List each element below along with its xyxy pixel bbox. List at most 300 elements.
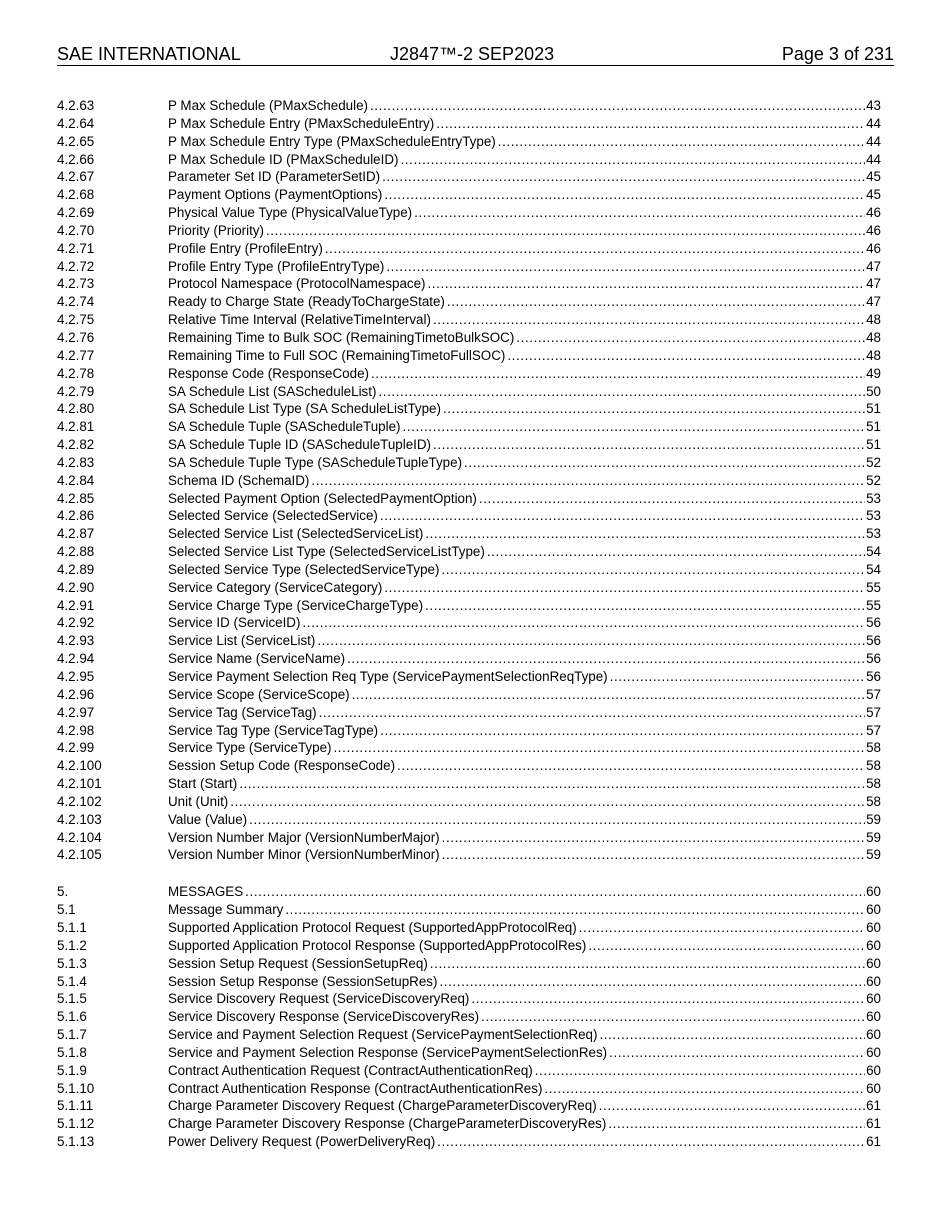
toc-entry[interactable] [57, 561, 881, 579]
toc-entry-line [168, 258, 881, 276]
toc-entry-title: SA Schedule Tuple Type (SAScheduleTupleType) [168, 454, 463, 470]
toc-entry-page: 46 [866, 222, 881, 238]
toc-entry-number: 4.2.80 [57, 401, 95, 417]
toc-entry-number: 5.1.10 [57, 1080, 95, 1096]
toc-entry[interactable] [57, 704, 881, 722]
toc-entry[interactable] [57, 990, 881, 1008]
toc-entry[interactable] [57, 1026, 881, 1044]
toc-dot-leader [599, 1097, 865, 1115]
toc-entry[interactable] [57, 329, 881, 347]
toc-entry-page: 58 [866, 793, 881, 809]
toc-dot-leader [371, 365, 865, 383]
toc-entry-title: Relative Time Interval (RelativeTimeInterval) [168, 312, 431, 328]
toc-entry[interactable] [57, 347, 881, 365]
toc-entry-number: 4.2.70 [57, 222, 95, 238]
toc-entry-title: Value (Value) [168, 811, 248, 827]
toc-entry-title: Physical Value Type (PhysicalValueType) [168, 205, 413, 221]
toc-entry-number: 4.2.103 [57, 811, 102, 827]
toc-entry-page: 49 [866, 365, 881, 381]
toc-entry-title: Contract Authentication Request (ContractAuthenticationReq) [168, 1062, 533, 1078]
toc-dot-leader [397, 757, 865, 775]
toc-entry-title: Start (Start) [168, 776, 238, 792]
toc-entry-page: 60 [866, 973, 881, 989]
toc-dot-leader [249, 811, 865, 829]
toc-dot-leader [386, 258, 865, 276]
toc-entry-page: 51 [866, 419, 881, 435]
toc-entry-line [168, 883, 881, 901]
toc-entry-line [168, 650, 881, 668]
toc-entry[interactable] [57, 97, 881, 115]
toc-dot-leader [579, 919, 865, 937]
toc-entry[interactable] [57, 650, 881, 668]
toc-entry-title: Service Scope (ServiceScope) [168, 686, 350, 702]
toc-entry-line [168, 543, 881, 561]
toc-entry-line [168, 311, 881, 329]
toc-entry-page: 56 [866, 633, 881, 649]
toc-entry[interactable] [57, 739, 881, 757]
toc-entry-page: 59 [866, 847, 881, 863]
toc-entry[interactable] [57, 775, 881, 793]
toc-entry-line [168, 704, 881, 722]
toc-dot-leader [447, 293, 865, 311]
toc-entry[interactable] [57, 472, 881, 490]
toc-entry-number: 4.2.87 [57, 526, 95, 542]
toc-entry-line [168, 204, 881, 222]
toc-entry-number: 4.2.95 [57, 669, 95, 684]
toc-entry-page: 60 [866, 884, 881, 900]
toc-entry-title: Profile Entry Type (ProfileEntryType) [168, 258, 385, 274]
toc-entry-page: 60 [866, 1044, 881, 1060]
toc-entry-line [168, 472, 881, 490]
toc-entry-page: 48 [866, 312, 881, 328]
toc-entry-title: Service Category (ServiceCategory) [168, 579, 383, 595]
toc-entry-line [168, 454, 881, 472]
toc-entry-line [168, 115, 881, 133]
toc-entry-number: 4.2.82 [57, 437, 95, 453]
toc-entry-page: 61 [866, 1134, 881, 1150]
toc-entry-page: 59 [866, 829, 881, 845]
toc-dot-leader [437, 1133, 865, 1151]
toc-entry-title: Ready to Charge State (ReadyToChargeState) [168, 294, 445, 310]
toc-entry-title: Service Name (ServiceName) [168, 651, 346, 667]
toc-entry-title: Session Setup Request (SessionSetupReq) [168, 955, 428, 971]
toc-entry[interactable] [57, 293, 881, 311]
toc-entry-number: 4.2.85 [57, 490, 95, 506]
toc-entry-title: Response Code (ResponseCode) [168, 365, 369, 381]
toc-entry[interactable] [57, 490, 881, 508]
toc-entry[interactable] [57, 919, 881, 937]
toc-entry-title: Version Number Major (VersionNumberMajor) [168, 829, 440, 845]
toc-entry-line [168, 973, 881, 991]
toc-entry-line [168, 490, 881, 508]
toc-entry-line [168, 365, 881, 383]
toc-entry-page: 55 [866, 579, 881, 595]
toc-entry-page: 44 [866, 151, 881, 167]
toc-entry-page: 60 [866, 1080, 881, 1096]
toc-entry-page: 53 [866, 526, 881, 542]
toc-entry[interactable] [57, 973, 881, 991]
toc-dot-leader [608, 1115, 865, 1133]
toc-entry[interactable] [57, 1133, 881, 1151]
toc-entry-title: P Max Schedule Entry Type (PMaxScheduleEntryType) [168, 133, 496, 149]
toc-entry-page: 61 [866, 1098, 881, 1114]
toc-entry[interactable] [57, 811, 881, 829]
toc-entry-number: 4.2.68 [57, 187, 95, 203]
toc-dot-leader [609, 1044, 865, 1062]
toc-entry-line [168, 793, 881, 811]
toc-entry-page: 57 [866, 704, 881, 720]
toc-dot-leader [425, 597, 865, 615]
toc-entry-line [168, 293, 881, 311]
toc-entry[interactable] [57, 525, 881, 543]
toc-entry[interactable] [57, 579, 881, 597]
toc-entry-number: 4.2.86 [57, 508, 95, 524]
toc-entry-title: Supported Application Protocol Response (SupportedAppProtocolRes) [168, 937, 587, 953]
toc-entry-number: 4.2.76 [57, 329, 95, 345]
toc-entry-page: 60 [866, 937, 881, 953]
toc-entry[interactable] [57, 668, 881, 686]
toc-entry[interactable] [57, 204, 881, 222]
toc-entry-page: 46 [866, 240, 881, 256]
toc-entry-line [168, 632, 881, 650]
toc-entry[interactable] [57, 400, 881, 418]
toc-entry[interactable] [57, 1008, 881, 1026]
toc-entry-page: 61 [866, 1116, 881, 1132]
toc-entry-title: Service Charge Type (ServiceChargeType) [168, 597, 424, 613]
toc-dot-leader [535, 1062, 865, 1080]
toc-entry-page: 60 [866, 1027, 881, 1043]
toc-entry[interactable] [57, 240, 881, 258]
toc-entry-line [168, 990, 881, 1008]
toc-entry-number: 4.2.64 [57, 115, 95, 131]
toc-entry-page: 47 [866, 276, 881, 292]
toc-entry-number: 4.2.71 [57, 240, 95, 256]
toc-dot-leader [498, 133, 865, 151]
toc-entry-title: Protocol Namespace (ProtocolNamespace) [168, 276, 426, 292]
toc-entry-title: Selected Service Type (SelectedServiceType) [168, 561, 440, 577]
toc-entry-page: 59 [866, 811, 881, 827]
toc-entry-line [168, 1080, 881, 1098]
toc-dot-leader [370, 97, 865, 115]
toc-entry-line [168, 668, 881, 686]
toc-entry-number: 4.2.67 [57, 169, 95, 185]
toc-entry-page: 54 [866, 561, 881, 577]
toc-entry-number: 4.2.84 [57, 472, 95, 488]
toc-entry-number: 4.2.74 [57, 294, 95, 310]
toc-entry-line [168, 1097, 881, 1115]
toc-entry-number: 4.2.94 [57, 651, 95, 667]
toc-entry-line [168, 811, 881, 829]
toc-entry-title: Remaining Time to Full SOC (RemainingTimetoFullSOC) [168, 347, 506, 363]
toc-dot-leader [403, 418, 866, 436]
toc-dot-leader [441, 561, 865, 579]
toc-entry-page: 46 [866, 205, 881, 221]
toc-entry-line [168, 901, 881, 919]
toc-entry-title: Service Discovery Request (ServiceDiscoveryReq) [168, 991, 470, 1007]
toc-entry-line [168, 383, 881, 401]
toc-entry[interactable] [57, 1115, 881, 1133]
toc-dot-leader [471, 990, 865, 1008]
toc-dot-leader [319, 704, 865, 722]
toc-entry-line [168, 1044, 881, 1062]
toc-dot-leader [382, 168, 865, 186]
toc-entry-line [168, 275, 881, 293]
toc-entry[interactable] [57, 186, 881, 204]
toc-entry[interactable] [57, 365, 881, 383]
toc-entry[interactable] [57, 1062, 881, 1080]
toc-entry-title: SA Schedule Tuple ID (SAScheduleTupleID) [168, 437, 431, 453]
toc-entry-page: 56 [866, 669, 881, 684]
toc-entry-number: 4.2.77 [57, 347, 95, 363]
toc-entry-page: 51 [866, 401, 881, 417]
toc-entry-number: 5.1.3 [57, 955, 87, 971]
toc-entry-line [168, 775, 881, 793]
toc-dot-leader [380, 507, 865, 525]
toc-entry[interactable] [57, 793, 881, 811]
toc-dot-leader [380, 722, 865, 740]
toc-entry-number: 4.2.101 [57, 776, 102, 792]
toc-entry[interactable] [57, 543, 881, 561]
toc-entry-title: Charge Parameter Discovery Response (ChargeParameterDiscoveryRes) [168, 1116, 607, 1132]
toc-dot-leader [507, 347, 865, 365]
toc-entry-page: 48 [866, 329, 881, 345]
toc-entry-page: 60 [866, 1009, 881, 1025]
toc-entry-number: 4.2.99 [57, 740, 95, 756]
toc-entry-number: 4.2.72 [57, 258, 95, 274]
toc-entry-page: 52 [866, 454, 881, 470]
toc-entry-number: 4.2.98 [57, 722, 95, 738]
toc-entry[interactable] [57, 722, 881, 740]
toc-entry[interactable] [57, 133, 881, 151]
toc-entry-page: 60 [866, 919, 881, 935]
toc-entry-page: 56 [866, 615, 881, 631]
toc-dot-leader [430, 955, 865, 973]
toc-dot-leader [588, 937, 865, 955]
toc-entry-number: 4.2.104 [57, 829, 102, 845]
toc-dot-leader [516, 329, 865, 347]
toc-entry-number: 4.2.81 [57, 419, 95, 435]
toc-entry-number: 4.2.88 [57, 544, 95, 560]
toc-entry[interactable] [57, 829, 881, 847]
toc-entry-title: Selected Service List (SelectedServiceList) [168, 526, 424, 542]
toc-dot-leader [378, 383, 865, 401]
toc-dot-leader [442, 846, 865, 864]
toc-entry-page: 57 [866, 722, 881, 738]
toc-dot-leader [443, 400, 865, 418]
toc-entry-number: 5.1.9 [57, 1062, 87, 1078]
toc-entry-line [168, 937, 881, 955]
toc-entry-number: 5.1.4 [57, 973, 87, 989]
toc-entry[interactable] [57, 418, 881, 436]
toc-entry-page: 56 [866, 651, 881, 667]
toc-entry-line [168, 133, 881, 151]
toc-entry-page: 58 [866, 776, 881, 792]
toc-entry-line [168, 525, 881, 543]
toc-entry[interactable] [57, 222, 881, 240]
toc-dot-leader [439, 973, 865, 991]
toc-entry-line [168, 955, 881, 973]
toc-entry-title: Schema ID (SchemaID) [168, 472, 310, 488]
toc-entry[interactable] [57, 597, 881, 615]
toc-entry[interactable] [57, 883, 881, 901]
toc-entry-page: 60 [866, 902, 881, 918]
toc-dot-leader [610, 668, 865, 686]
toc-entry-line [168, 1008, 881, 1026]
toc-entry-number: 4.2.66 [57, 151, 95, 167]
toc-dot-leader [317, 632, 865, 650]
toc-entry-line [168, 151, 881, 169]
toc-entry-number: 4.2.73 [57, 276, 95, 292]
toc-entry-number: 5.1.13 [57, 1134, 95, 1150]
toc-entry-title: Supported Application Protocol Request (SupportedAppProtocolReq) [168, 919, 577, 935]
toc-entry-line [168, 418, 881, 436]
toc-entry-title: SA Schedule List Type (SA ScheduleListType) [168, 401, 441, 417]
toc-entry-title: Version Number Minor (VersionNumberMinor) [168, 847, 440, 863]
toc-dot-leader [347, 650, 865, 668]
toc-entry-title: Parameter Set ID (ParameterSetID) [168, 169, 381, 185]
toc-entry-line [168, 597, 881, 615]
toc-entry-title: Remaining Time to Bulk SOC (RemainingTimetoBulkSOC) [168, 329, 515, 345]
toc-entry-page: 43 [866, 98, 881, 113]
toc-entry-title: Service Tag (ServiceTag) [168, 704, 317, 720]
toc-entry[interactable] [57, 383, 881, 401]
toc-entry-title: Service Type (ServiceType) [168, 740, 332, 756]
toc-entry-page: 54 [866, 544, 881, 560]
toc-entry-number: 4.2.96 [57, 686, 95, 702]
page-number: Page 3 of 231 [781, 44, 894, 64]
toc-entry-page: 58 [866, 758, 881, 774]
toc-dot-leader [487, 543, 865, 561]
toc-entry[interactable] [57, 901, 881, 919]
toc-entry-line [168, 829, 881, 847]
toc-entry-title: Selected Service (SelectedService) [168, 508, 378, 524]
toc-entry-line [168, 168, 881, 186]
toc-entry-title: Unit (Unit) [168, 793, 229, 809]
toc-entry-number: 5.1.5 [57, 991, 87, 1007]
toc-entry-number: 4.2.63 [57, 98, 95, 113]
toc-entry-title: Power Delivery Request (PowerDeliveryReq) [168, 1134, 436, 1150]
toc-entry[interactable] [57, 436, 881, 454]
toc-entry-title: P Max Schedule ID (PMaxScheduleID) [168, 151, 399, 167]
toc-entry-title: P Max Schedule Entry (PMaxScheduleEntry) [168, 115, 435, 131]
toc-dot-leader [285, 901, 865, 919]
toc-entry-title: Session Setup Response (SessionSetupRes) [168, 973, 438, 989]
toc-entry-line [168, 1133, 881, 1151]
toc-entry-line [168, 329, 881, 347]
toc-entry-line [168, 579, 881, 597]
toc-dot-leader [266, 222, 865, 240]
toc-entry-title: Service Discovery Response (ServiceDiscoveryRes) [168, 1009, 480, 1025]
toc-entry-line [168, 1115, 881, 1133]
toc-entry-line [168, 846, 881, 864]
toc-entry-page: 60 [866, 955, 881, 971]
toc-entry-title: Session Setup Code (ResponseCode) [168, 758, 396, 774]
toc-entry-number: 4.2.92 [57, 615, 95, 631]
toc-entry-page: 60 [866, 1062, 881, 1078]
publisher-name: SAE INTERNATIONAL [57, 44, 241, 64]
toc-entry-line [168, 757, 881, 775]
toc-entry-title: Contract Authentication Response (ContractAuthenticationRes) [168, 1080, 543, 1096]
table-of-contents [57, 97, 881, 1151]
toc-entry-line [168, 1062, 881, 1080]
toc-entry-title: SA Schedule List (SAScheduleList) [168, 383, 377, 399]
toc-entry-page: 44 [866, 133, 881, 149]
toc-entry[interactable] [57, 115, 881, 133]
toc-entry-line [168, 686, 881, 704]
toc-entry-number: 4.2.93 [57, 633, 95, 649]
toc-entry[interactable] [57, 454, 881, 472]
toc-entry[interactable] [57, 937, 881, 955]
toc-entry-page: 51 [866, 437, 881, 453]
toc-entry[interactable] [57, 757, 881, 775]
toc-entry[interactable] [57, 151, 881, 169]
toc-entry-number: 4.2.89 [57, 561, 95, 577]
toc-entry-page: 60 [866, 991, 881, 1007]
toc-entry[interactable] [57, 168, 881, 186]
toc-entry-title: Selected Payment Option (SelectedPaymentOption) [168, 490, 477, 506]
toc-entry-page: 45 [866, 169, 881, 185]
toc-entry-number: 5. [57, 884, 69, 900]
toc-entry-number: 4.2.83 [57, 454, 95, 470]
toc-entry-line [168, 347, 881, 365]
toc-dot-leader [425, 525, 865, 543]
toc-entry-title: Service and Payment Selection Response (ServicePaymentSelectionRes) [168, 1044, 608, 1060]
toc-entry-number: 4.2.65 [57, 133, 95, 149]
toc-dot-leader [414, 204, 865, 222]
toc-entry-number: 4.2.78 [57, 365, 95, 381]
toc-entry[interactable] [57, 614, 881, 632]
toc-entry-title: P Max Schedule (PMaxSchedule) [168, 98, 368, 113]
toc-dot-leader [433, 436, 865, 454]
toc-entry-number: 4.2.69 [57, 205, 95, 221]
toc-dot-leader [481, 1008, 865, 1026]
toc-entry-line [168, 722, 881, 740]
toc-entry[interactable] [57, 1097, 881, 1115]
toc-entry-line [168, 222, 881, 240]
toc-entry[interactable] [57, 686, 881, 704]
toc-entry-page: 57 [866, 686, 881, 702]
toc-dot-leader [428, 275, 866, 293]
toc-dot-leader [384, 579, 865, 597]
toc-dot-leader [442, 829, 865, 847]
toc-entry-page: 53 [866, 508, 881, 524]
toc-entry-title: Priority (Priority) [168, 222, 264, 238]
toc-entry[interactable] [57, 275, 881, 293]
toc-entry[interactable] [57, 311, 881, 329]
toc-entry-number: 4.2.97 [57, 704, 95, 720]
toc-dot-leader [245, 883, 865, 901]
toc-entry[interactable] [57, 258, 881, 276]
toc-entry-title: Selected Service List Type (SelectedServiceListType) [168, 544, 485, 560]
toc-entry[interactable] [57, 846, 881, 864]
toc-entry-title: Service ID (ServiceID) [168, 615, 301, 631]
toc-dot-leader [325, 240, 865, 258]
toc-entry[interactable] [57, 632, 881, 650]
toc-entry-page: 55 [866, 597, 881, 613]
toc-entry[interactable] [57, 1080, 881, 1098]
toc-entry-number: 5.1.6 [57, 1009, 87, 1025]
toc-entry-title: Profile Entry (ProfileEntry) [168, 240, 323, 256]
toc-entry-line [168, 561, 881, 579]
toc-entry-number: 5.1.7 [57, 1027, 87, 1043]
toc-entry-title: Charge Parameter Discovery Request (ChargeParameterDiscoveryReq) [168, 1098, 597, 1114]
toc-entry-number: 4.2.91 [57, 597, 95, 613]
toc-entry-page: 45 [866, 187, 881, 203]
toc-entry[interactable] [57, 955, 881, 973]
toc-entry-number: 4.2.90 [57, 579, 95, 595]
toc-entry[interactable] [57, 1044, 881, 1062]
toc-entry[interactable] [57, 507, 881, 525]
